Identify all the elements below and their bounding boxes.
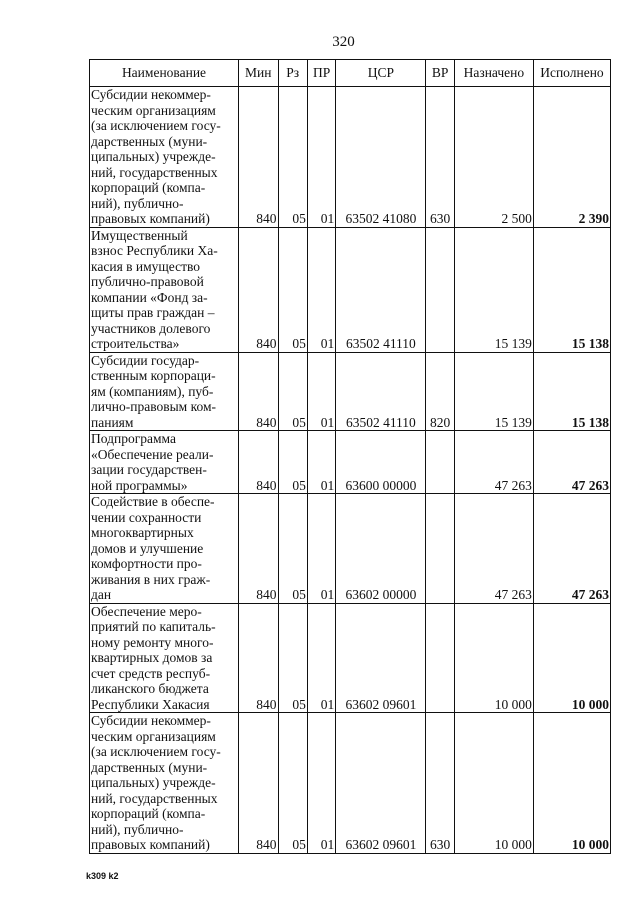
row-executed-cell: 47 263 — [533, 431, 610, 494]
row-csr-cell: 63502 41110 — [336, 352, 426, 431]
row-name-line: ний), публично- — [91, 195, 184, 211]
row-assigned-cell: 15 139 — [454, 352, 533, 431]
row-name-line: домов и улучшение — [91, 540, 204, 556]
row-name-line: участников долевого — [91, 320, 211, 336]
row-name-line: взнос Республики Ха- — [91, 243, 218, 258]
row-name-line: Субсидии государ- — [91, 352, 200, 368]
row-assigned-cell: 2 500 — [454, 87, 533, 228]
row-name-line: Имущественный — [91, 227, 188, 243]
row-pr-cell: 01 — [307, 352, 335, 431]
row-name-line: (за исключением госу- — [91, 744, 221, 759]
row-name-line: ственным корпораци- — [91, 368, 216, 383]
row-name-line: корпораций (компа- — [91, 806, 206, 821]
row-name-line: корпораций (компа- — [91, 180, 206, 195]
row-assigned-cell: 10 000 — [454, 713, 533, 854]
row-rz-cell: 05 — [278, 713, 307, 854]
col-header-executed: Исполнено — [533, 60, 610, 87]
col-header-pr: ПР — [307, 60, 335, 87]
row-csr-cell: 63502 41110 — [336, 227, 426, 352]
row-assigned-cell: 10 000 — [454, 603, 533, 713]
row-name-line: Субсидии некоммер- — [91, 87, 211, 102]
row-executed-cell: 15 138 — [533, 352, 610, 431]
row-name-line: правовых компаний) — [91, 211, 210, 226]
row-name-line: ям (компаниям), пуб- — [91, 383, 214, 399]
row-name-line: зации государствен- — [91, 462, 207, 477]
row-name-line: ний, государственных — [91, 790, 218, 806]
row-assigned-cell: 47 263 — [454, 431, 533, 494]
page-number: 320 — [332, 34, 355, 50]
row-min-cell: 840 — [239, 494, 279, 604]
row-rz-cell: 05 — [278, 227, 307, 352]
col-header-vr: ВР — [426, 60, 454, 87]
row-name-line: многоквартирных — [91, 525, 194, 540]
table-row — [90, 713, 611, 854]
row-name-line: касия в имущество — [91, 258, 201, 274]
row-name-line: Подпрограмма — [91, 431, 176, 446]
row-name-line: квартирных домов за — [91, 650, 213, 665]
row-min-cell: 840 — [239, 87, 279, 228]
table-row — [90, 494, 611, 604]
row-name-cell — [90, 352, 239, 431]
row-vr-cell — [426, 603, 454, 713]
row-name-line: счет средств респуб- — [91, 665, 211, 681]
row-pr-cell: 01 — [307, 227, 335, 352]
budget-table — [89, 59, 611, 854]
row-name-line: чении сохранности — [91, 509, 202, 525]
row-name-line: комфортности про- — [91, 556, 202, 571]
row-pr-cell: 01 — [307, 713, 335, 854]
row-csr-cell: 63602 09601 — [336, 603, 426, 713]
row-name-line: правовых компаний) — [91, 837, 210, 852]
row-csr-cell: 63600 00000 — [336, 431, 426, 494]
row-rz-cell: 05 — [278, 494, 307, 604]
row-name-line: публично-правовой — [91, 274, 204, 289]
row-vr-cell: 820 — [426, 352, 454, 431]
row-name-line: ний, государственных — [91, 164, 218, 180]
row-csr-cell: 63502 41080 — [336, 87, 426, 228]
row-name-line: Субсидии некоммер- — [91, 713, 211, 728]
row-name-line: «Обеспечение реали- — [91, 446, 214, 462]
table-row — [90, 87, 611, 228]
row-name-line: дан — [91, 587, 112, 602]
row-executed-cell: 15 138 — [533, 227, 610, 352]
row-name-cell — [90, 87, 239, 228]
col-header-assigned: Назначено — [454, 60, 533, 87]
row-name-line: Республики Хакасия — [91, 696, 210, 712]
col-header-csr: ЦСР — [336, 60, 426, 87]
row-name-cell — [90, 431, 239, 494]
row-name-line: строительства» — [91, 336, 180, 351]
row-pr-cell: 01 — [307, 603, 335, 713]
row-executed-cell: 2 390 — [533, 87, 610, 228]
row-assigned-cell: 47 263 — [454, 494, 533, 604]
row-executed-cell: 10 000 — [533, 603, 610, 713]
row-csr-cell: 63602 00000 — [336, 494, 426, 604]
table-header-row — [90, 60, 611, 87]
row-vr-cell: 630 — [426, 87, 454, 228]
row-assigned-cell: 15 139 — [454, 227, 533, 352]
row-rz-cell: 05 — [278, 431, 307, 494]
table-row — [90, 431, 611, 494]
row-min-cell: 840 — [239, 227, 279, 352]
row-name-line: Обеспечение меро- — [91, 603, 202, 619]
row-name-line: компании «Фонд за- — [91, 289, 208, 305]
table-body — [90, 87, 611, 854]
row-vr-cell — [426, 227, 454, 352]
row-name-line: (за исключением госу- — [91, 118, 221, 133]
row-name-line: лично-правовым ком- — [91, 399, 216, 414]
row-min-cell: 840 — [239, 713, 279, 854]
row-name-line: ному ремонту много- — [91, 634, 214, 650]
row-name-line: дарственных (муни- — [91, 133, 208, 149]
row-name-cell — [90, 227, 239, 352]
row-name-line: ципальных) учрежде- — [91, 149, 216, 164]
row-name-line: ческим организациям — [91, 728, 216, 744]
row-vr-cell: 630 — [426, 713, 454, 854]
row-name-line: Содействие в обеспе- — [91, 494, 215, 509]
row-name-cell — [90, 494, 239, 604]
row-name-line: ческим организациям — [91, 102, 216, 118]
row-min-cell: 840 — [239, 352, 279, 431]
row-pr-cell: 01 — [307, 494, 335, 604]
table-row — [90, 603, 611, 713]
row-csr-cell: 63602 09601 — [336, 713, 426, 854]
row-name-line: ний), публично- — [91, 821, 184, 837]
row-name-line: щиты прав граждан – — [91, 305, 215, 320]
row-executed-cell: 47 263 — [533, 494, 610, 604]
row-name-line: приятий по капиталь- — [91, 619, 216, 634]
row-executed-cell: 10 000 — [533, 713, 610, 854]
row-rz-cell: 05 — [278, 87, 307, 228]
row-vr-cell — [426, 431, 454, 494]
row-rz-cell: 05 — [278, 352, 307, 431]
row-rz-cell: 05 — [278, 603, 307, 713]
row-vr-cell — [426, 494, 454, 604]
row-pr-cell: 01 — [307, 87, 335, 228]
row-name-line: живания в них граж- — [91, 571, 211, 587]
col-header-min: Мин — [239, 60, 279, 87]
row-name-line: ной программы» — [91, 477, 188, 493]
row-min-cell: 840 — [239, 431, 279, 494]
row-name-line: ципальных) учрежде- — [91, 775, 216, 790]
row-pr-cell: 01 — [307, 431, 335, 494]
row-name-line: дарственных (муни- — [91, 759, 208, 775]
row-name-cell — [90, 603, 239, 713]
table-row — [90, 352, 611, 431]
row-name-cell — [90, 713, 239, 854]
row-name-line: паниям — [91, 414, 134, 430]
row-min-cell: 840 — [239, 603, 279, 713]
row-name-line: ликанского бюджета — [91, 681, 209, 696]
footer-code: k309 k2 — [86, 871, 119, 881]
col-header-name: Наименование — [90, 60, 239, 87]
table-row — [90, 227, 611, 352]
col-header-rz: Рз — [278, 60, 307, 87]
